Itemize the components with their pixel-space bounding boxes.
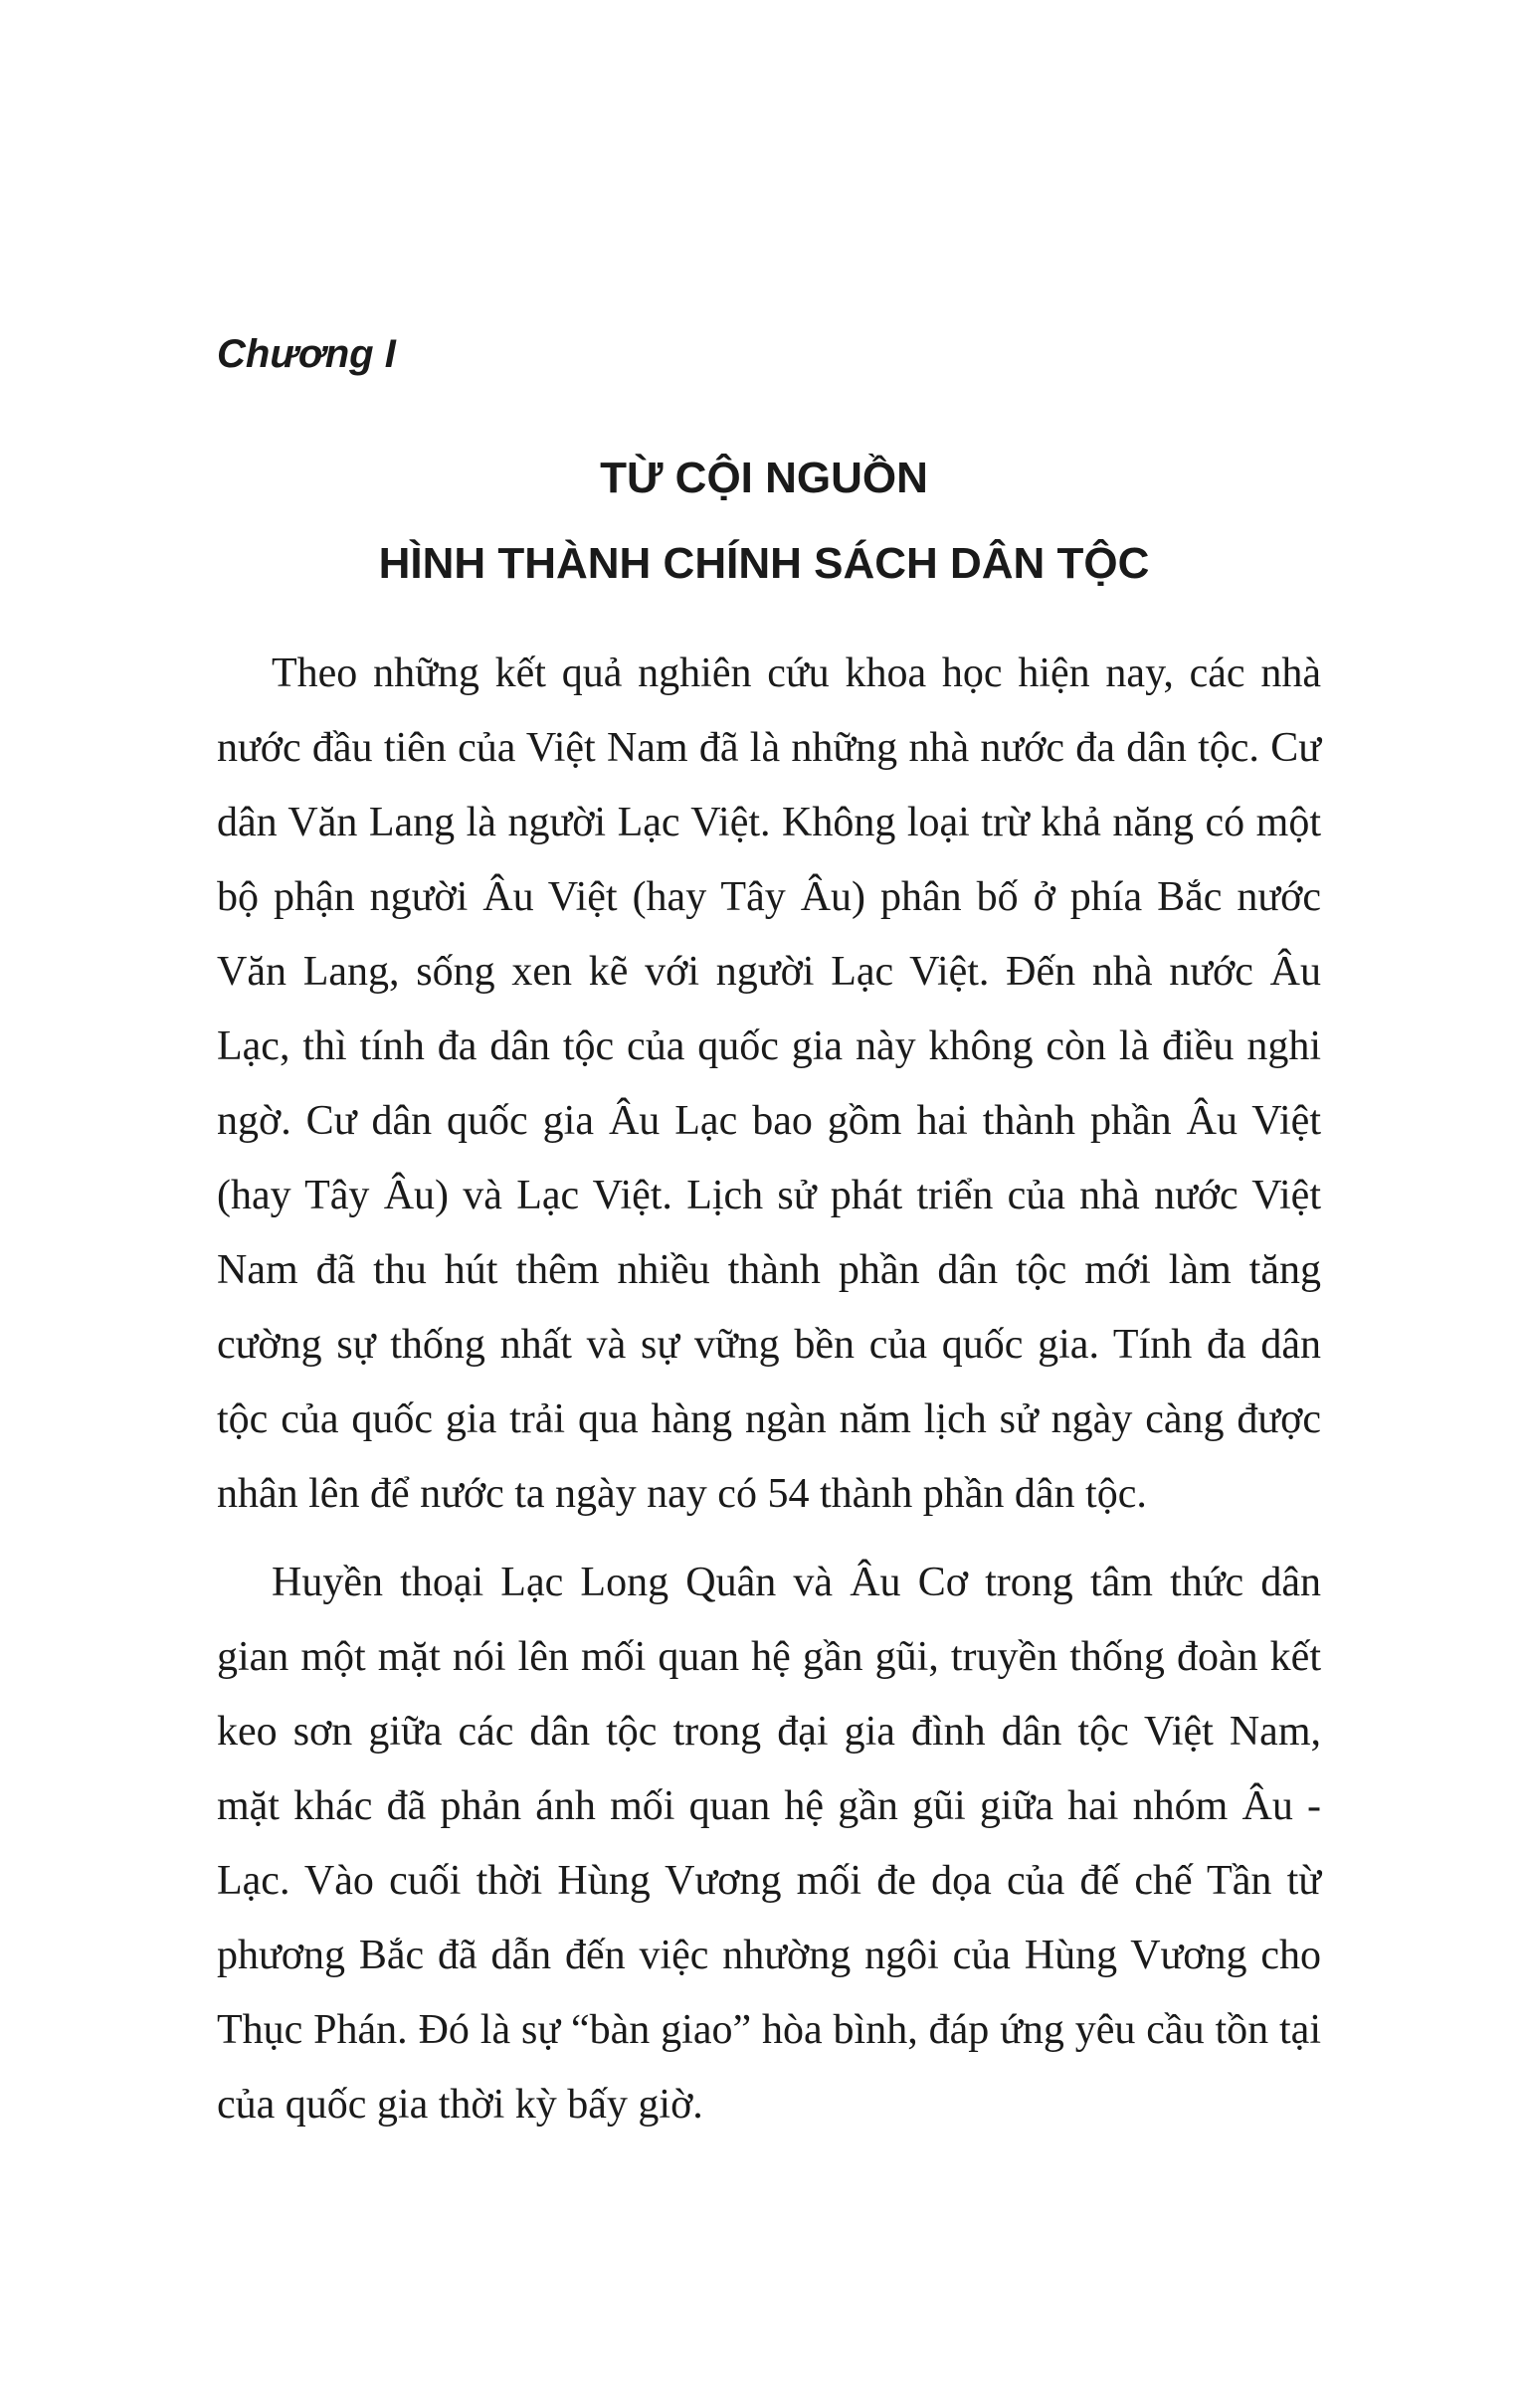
chapter-title-line-2: HÌNH THÀNH CHÍNH SÁCH DÂN TỘC: [378, 539, 1150, 588]
paragraph-1: Theo những kết quả nghiên cứu khoa học hiện nay, các nhà nước đầu tiên của Việt Nam đã là những nhà nước đa dân tộc. Cư dân Văn Lang là người Lạc Việt. Không loại trừ khả năng có một bộ phận người Âu Việt (hay Tây Âu) phân bố ở phía Bắc nước Văn Lang, sống xen kẽ với người Lạc Việt. Đến nhà nước Âu Lạc, thì tính đa dân tộc của quốc gia này không còn là điều nghi ngờ. Cư dân quốc gia Âu Lạc bao gồm hai thành phần Âu Việt (hay Tây Âu) và Lạc Việt. Lịch sử phát triển của nhà nước Việt Nam đã thu hút thêm nhiều thành phần dân tộc mới làm tăng cường sự thống nhất và sự vững bền của quốc gia. Tính đa dân tộc của quốc gia trải qua hàng ngàn năm lịch sử ngày càng được nhân lên để nước ta ngày nay có 54 thành phần dân tộc.: [217, 650, 1321, 1517]
chapter-title-line-1: TỪ CỘI NGUỒN: [600, 454, 928, 502]
chapter-label: Chương I: [217, 332, 396, 376]
paragraph-2: Huyền thoại Lạc Long Quân và Âu Cơ trong tâm thức dân gian một mặt nói lên mối quan hệ gần gũi, truyền thống đoàn kết keo sơn giữa các dân tộc trong đại gia đình dân tộc Việt Nam, mặt khác đã phản ánh mối quan hệ gần gũi giữa hai nhóm Âu - Lạc. Vào cuối thời Hùng Vương mối đe dọa của đế chế Tần từ phương Bắc đã dẫn đến việc nhường ngôi của Hùng Vương cho Thục Phán. Đó là sự “bàn giao” hòa bình, đáp ứng yêu cầu tồn tại của quốc gia thời kỳ bấy giờ.: [217, 1560, 1321, 2128]
chapter-title: [217, 436, 1311, 607]
body-text: [217, 637, 1321, 2142]
